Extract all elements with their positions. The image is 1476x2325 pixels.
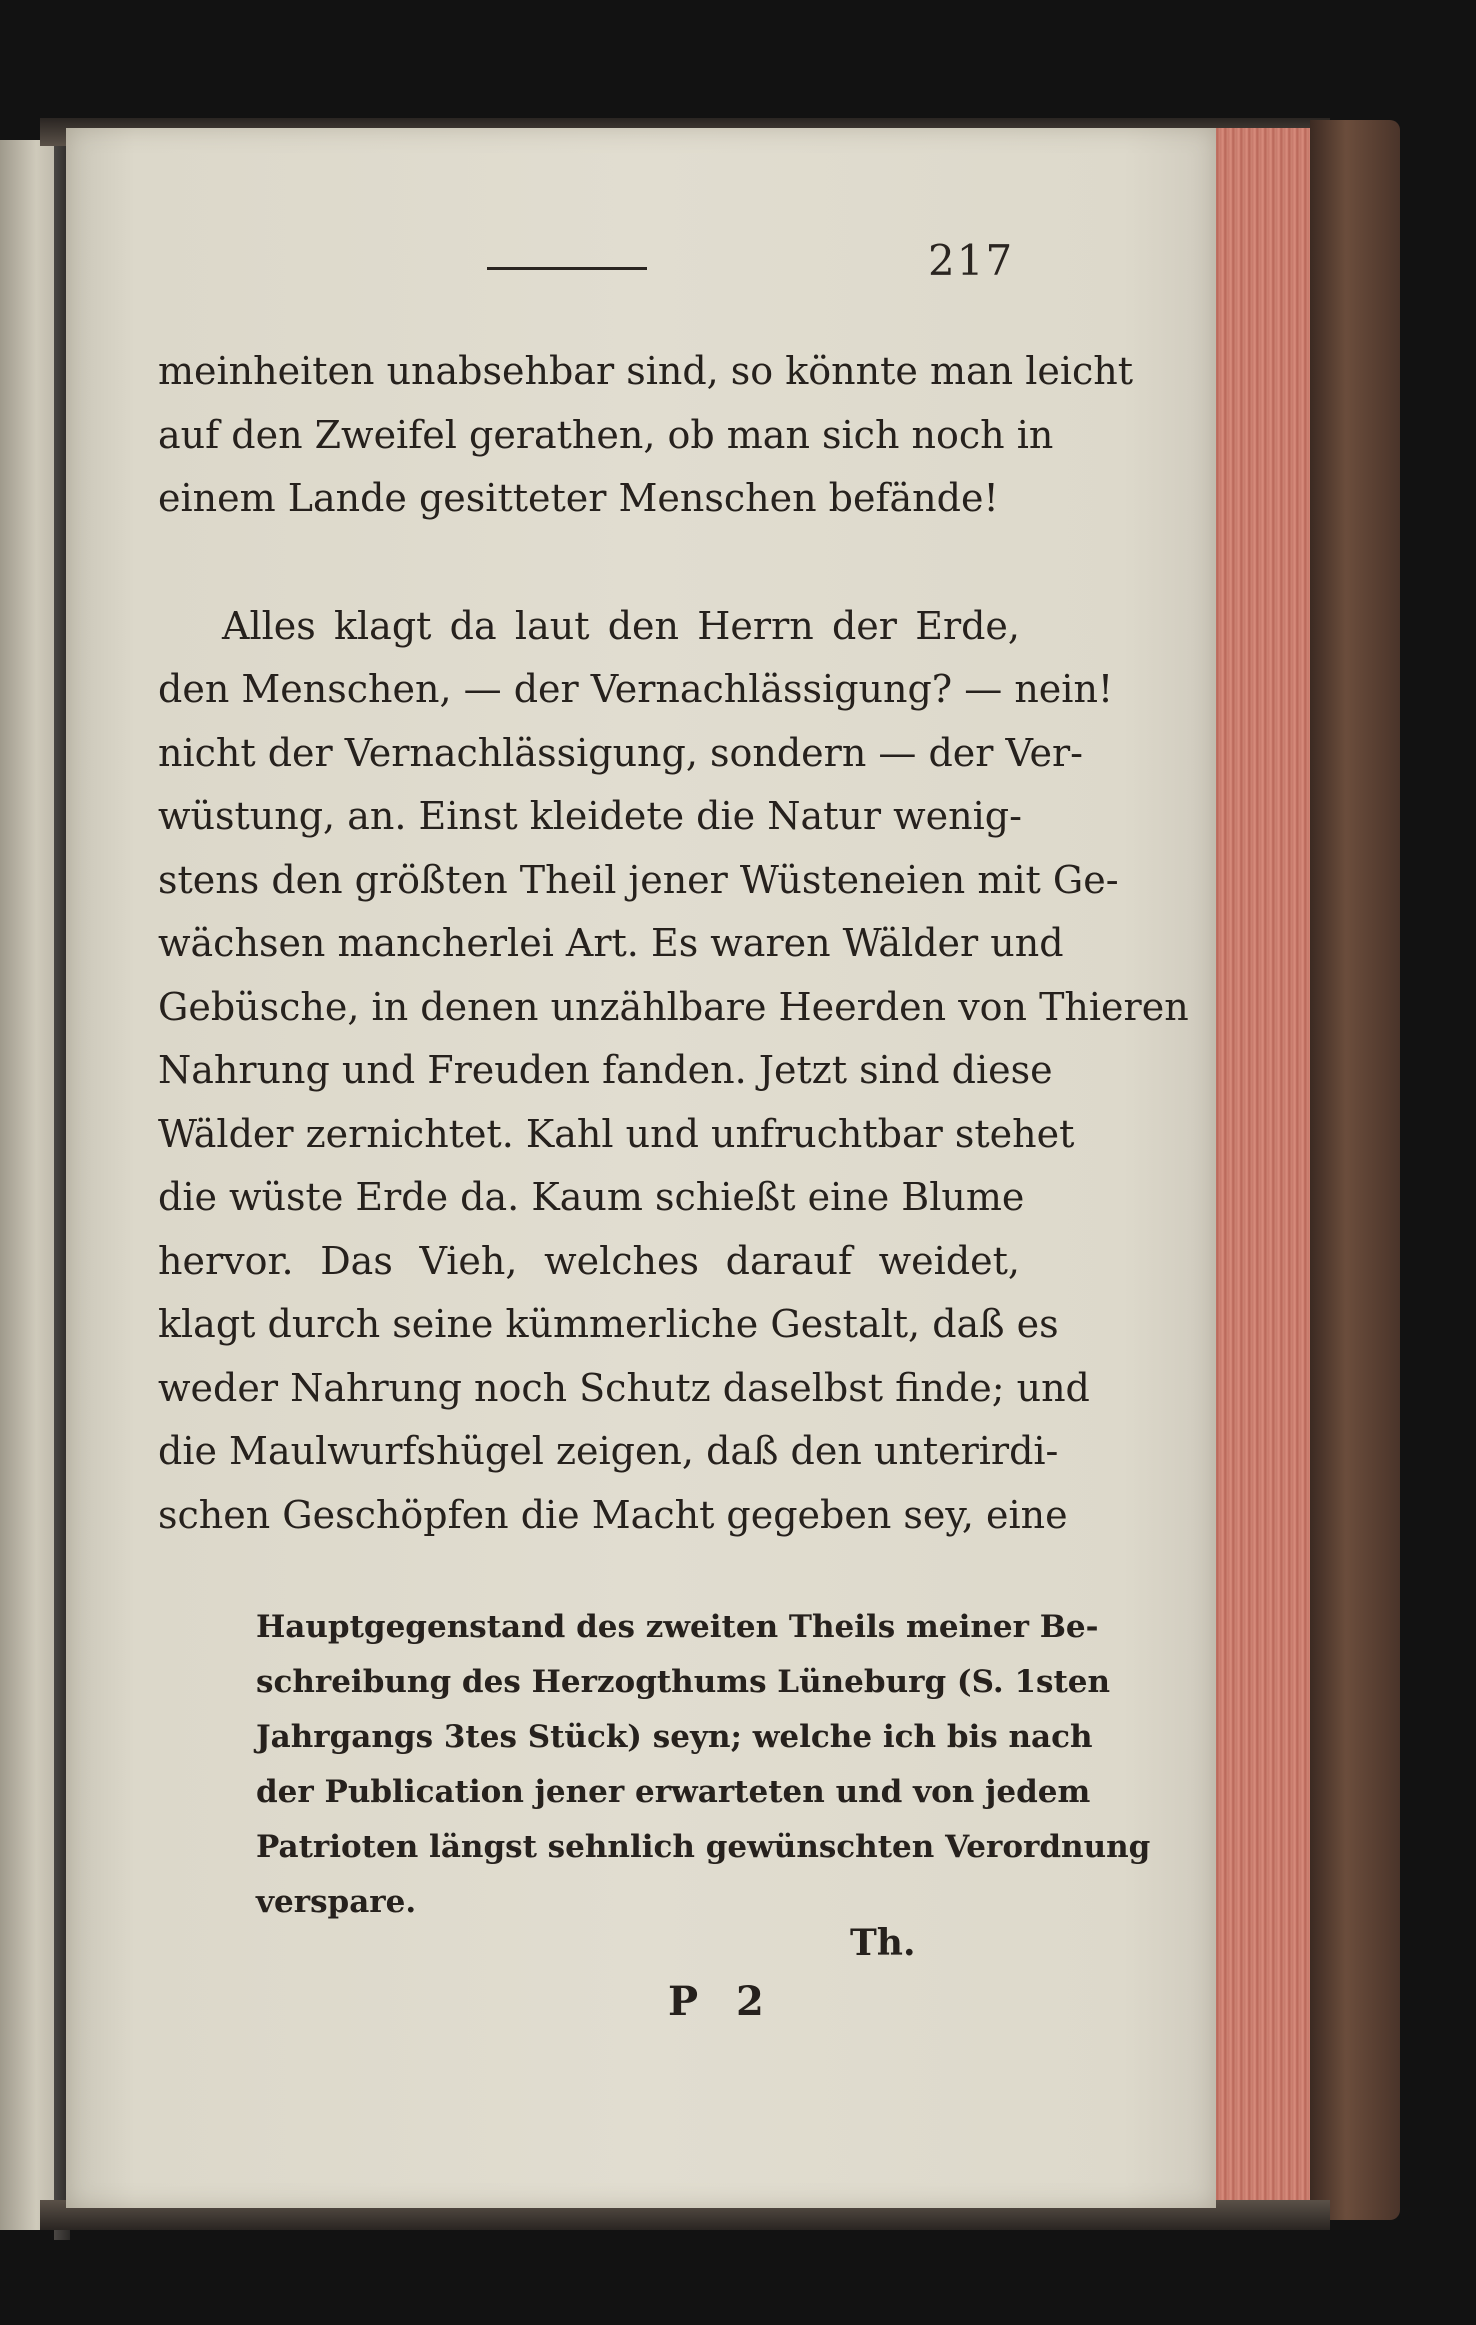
text-line: weder Nahrung noch Schutz daselbst finde; und [158, 1365, 1090, 1410]
paragraph-gap [158, 531, 1020, 595]
text-line: den Menschen, — der Vernachlässigung? — nein! [158, 667, 1114, 711]
footnote-line: der Publication jener erwarteten und von jedem [256, 1774, 1091, 1810]
text-line: Gebüsche, in denen unzählbare Heerden von Thieren [158, 984, 1189, 1029]
text-line: schen Geschöpfen die Macht gegeben sey, eine [158, 1492, 1068, 1537]
text-line: die wüste Erde da. Kaum schießt eine Blume [158, 1175, 1025, 1219]
text-line: wüstung, an. Einst kleidete die Natur wenig- [158, 794, 1022, 838]
printer-signature-mark: P 2 [668, 1978, 776, 2025]
text-line: nicht der Vernachlässigung, sondern — der Ver- [158, 730, 1083, 775]
book-cover [1310, 120, 1400, 2220]
text-line: wächsen mancherlei Art. Es waren Wälder und [158, 921, 1064, 965]
footnote-line: Patrioten längst sehnlich gewünschten Verordnung [256, 1829, 1151, 1865]
footnote [256, 1600, 1151, 1930]
text-line: Alles klagt da laut den Herrn der Erde, [222, 603, 1020, 648]
footnote-signature: Th. [850, 1922, 916, 1964]
body-text [158, 340, 1189, 1547]
text-line: die Maulwurfshügel zeigen, daß den unterirdi- [158, 1429, 1059, 1473]
text-line: stens den größten Theil jener Wüsteneien mit Ge- [158, 857, 1119, 902]
text-line: auf den Zweifel gerathen, ob man sich noch in [158, 412, 1054, 457]
footnote-line: Hauptgegenstand des zweiten Theils meiner Be- [256, 1609, 1099, 1645]
footnote-line: schreibung des Herzogthums Lüneburg (S. 1sten [256, 1664, 1111, 1700]
page-number: 217 [928, 236, 1015, 285]
footnote-line: Jahrgangs 3tes Stück) seyn; welche ich bis nach [256, 1719, 1093, 1755]
page-edges [1210, 128, 1322, 2208]
text-line: einem Lande gesitteter Menschen befände! [158, 476, 999, 520]
text-line: hervor. Das Vieh, welches darauf weidet, [158, 1238, 1020, 1283]
header-rule [487, 267, 647, 270]
footnote-line: verspare. [256, 1884, 417, 1920]
text-line: Nahrung und Freuden fanden. Jetzt sind diese [158, 1048, 1053, 1092]
text-line: klagt durch seine kümmerliche Gestalt, daß es [158, 1302, 1059, 1346]
text-line: Wälder zernichtet. Kahl und unfruchtbar stehet [158, 1111, 1075, 1156]
text-line: meinheiten unabsehbar sind, so könnte man leicht [158, 349, 1134, 393]
